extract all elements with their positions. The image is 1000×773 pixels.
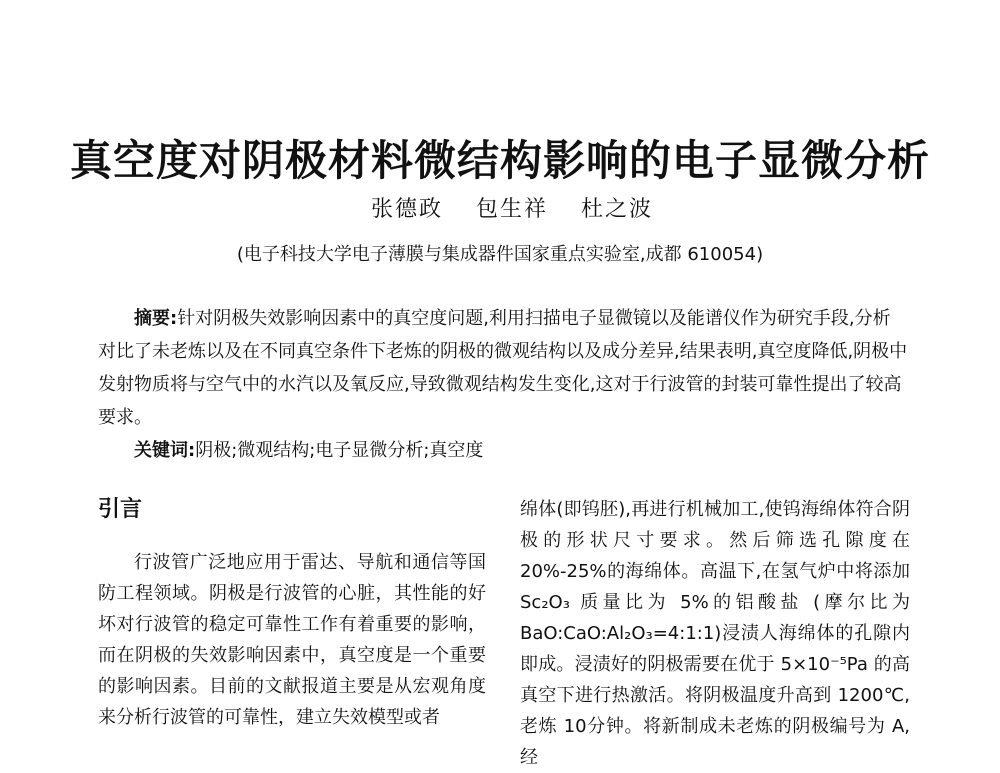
abstract-block xyxy=(98,302,908,467)
author-name: 杜之波 xyxy=(581,197,654,222)
author-name: 包生祥 xyxy=(475,197,548,222)
right-column xyxy=(520,494,910,773)
author-list xyxy=(0,192,1000,223)
abstract-paragraph xyxy=(98,302,908,434)
affiliation: (电子科技大学电子薄膜与集成器件国家重点实验室,成都 610054) xyxy=(236,244,764,265)
abstract-text: 针对阴极失效影响因素中的真空度问题,利用扫描电子显微镜以及能谱仪作为研究手段,分析对比了未老炼以及在不同真空条件下老炼的阴极的微观结构以及成分差异,结果表明,真空度降低,阴极中发射物质将与空气中的水汽以及氧反应,导致微观结构发生变化,这对于行波管的封装可靠性提出了较高要求。 xyxy=(98,308,908,428)
section-heading-intro: 引言 xyxy=(98,497,143,522)
keywords-label: 关键词: xyxy=(134,440,196,461)
keywords-paragraph xyxy=(98,434,908,467)
author-name: 张德政 xyxy=(370,197,443,222)
keywords-text: 阴极;微观结构;电子显微分析;真空度 xyxy=(195,440,484,461)
abstract-label: 摘要: xyxy=(134,308,178,329)
left-column xyxy=(98,494,486,733)
body-paragraph: 绵体(即钨胚),再进行机械加工,使钨海绵体符合阴极的形状尺寸要求。然后筛选孔隙度在 20%-25%的海绵体。高温下,在氢气炉中将添加 Sc₂O₃ 质量比为 5%的铝酸盐 (摩尔比为 BaO:CaO:Al₂O₃=4:1:1)浸渍人海绵体的孔隙内即成。浸渍好的阴极需要在优于 5×10⁻⁵Pa 的高真空下进行热激活。将阴极温度升高到 1200℃,老炼 10分钟。将新制成未老炼的阴极编号为 A,经 xyxy=(520,499,910,768)
paper-title: 真空度对阴极材料微结构影响的电子显微分析 xyxy=(69,136,930,185)
intro-paragraph: 行波管广泛地应用于雷达、导航和通信等国防工程领域。阴极是行波管的心脏，其性能的好坏对行波管的稳定可靠性工作有着重要的影响，而在阴极的失效影响因素中，真空度是一个重要的影响因素。目前的文献报道主要是从宏观角度来分析行波管的可靠性，建立失效模型或者 xyxy=(98,552,486,728)
